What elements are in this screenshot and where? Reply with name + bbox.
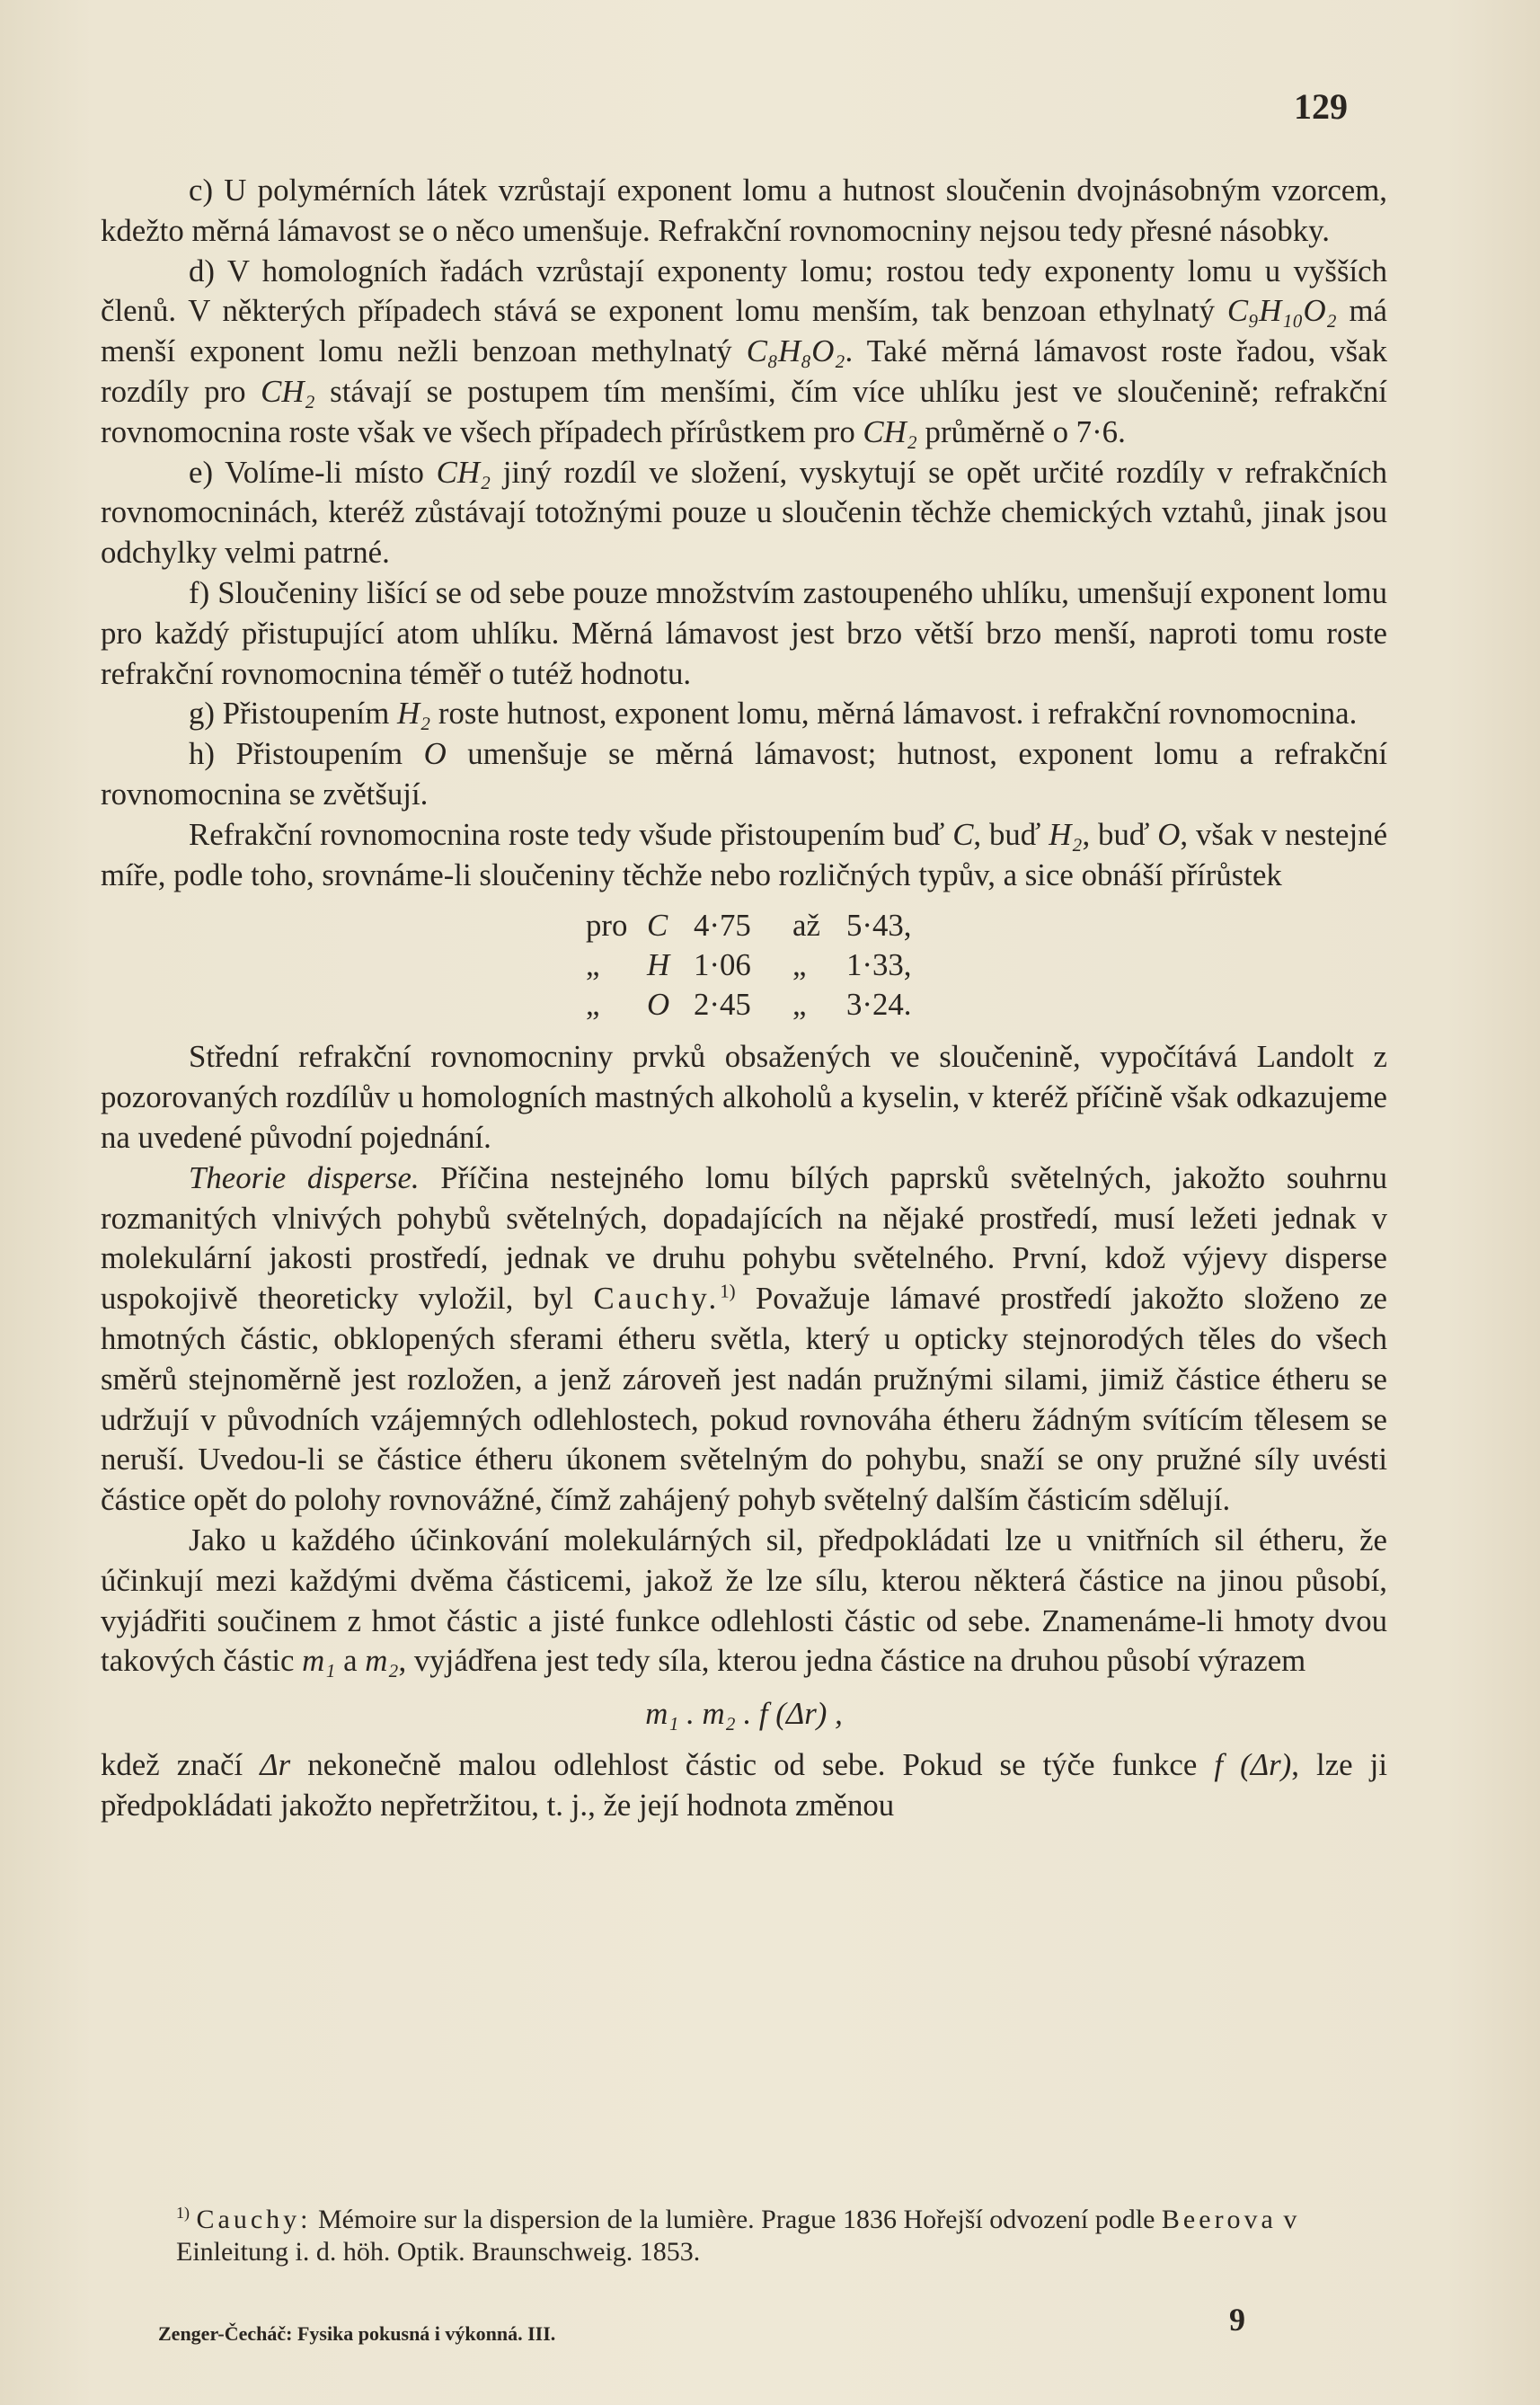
text: , vyjádřena jest tedy síla, kterou jedna částice na druhou působí výrazem — [398, 1643, 1306, 1679]
text: h) Přistoupením — [189, 736, 424, 772]
paragraph-kdez — [101, 1745, 1387, 1826]
formula: f (Δr) — [1214, 1746, 1292, 1782]
high-value: 5·43, — [846, 908, 912, 944]
footnote-ref[interactable]: 1) — [720, 1280, 736, 1302]
formula: C₉H₁₀O₂ — [1226, 293, 1337, 329]
text: Střední refrakční rovnomocniny prvků obsažených ve sloučenině, vypočítává Landolt z pozorovaných rozdílův u homologních mastných alkoholů a kyselin, v kteréž příčině však odkazujeme na uvedené původní pojednání. — [101, 1039, 1387, 1155]
high-value: 1·33, — [846, 947, 912, 983]
text: f) Sloučeniny lišící se od sebe pouze množstvím zastoupeného uhlíku, umenšují exponent lomu pro každý přistupující atom uhlíku. Měrná lámavost jest brzo větší brzo menší, naproti tomu roste refrakční rovnomocnina téměř o tutéž hodnotu. — [101, 574, 1387, 691]
prefix: „ — [586, 947, 600, 983]
paragraph-g — [101, 694, 1387, 734]
text: , buď — [1082, 816, 1158, 852]
text: a — [335, 1643, 366, 1679]
text: umenšuje se měrná lámavost; hutnost, exponent lomu a refrakční rovnomocnina se zvětšují. — [101, 736, 1387, 812]
text: stávají se postupem tím menšími, čím více uhlíku jest ve sloučenině; refrakční rovnomocnina roste však ve všech případech přírůstkem pro — [101, 373, 1387, 449]
text: , lze ji předpokládati jakožto nepřetržitou, t. j., že její hodnota změnou — [101, 1746, 1388, 1823]
formula: C — [952, 816, 974, 852]
text: e) Volíme-li místo — [189, 454, 437, 490]
text: g) Přistoupením — [189, 696, 397, 732]
prefix: „ — [586, 987, 600, 1023]
element: H — [647, 947, 670, 983]
paragraph-d — [101, 252, 1387, 453]
element: C — [647, 908, 668, 944]
paragraph-jako — [101, 1521, 1387, 1682]
text: roste hutnost, exponent lomu, měrná lámavost. i refrakční rovnomocnina. — [430, 696, 1358, 732]
increment-row — [586, 906, 1387, 945]
paragraph-f — [101, 573, 1387, 694]
high-value: 3·24. — [846, 987, 912, 1023]
body-text — [101, 171, 1387, 1825]
footnote-mark: 1) — [176, 2204, 190, 2222]
text: má menší exponent lomu nežli benzoan methylnatý — [101, 293, 1387, 369]
footnote-text: Mémoire sur la dispersion de la lumière. Prague 1836 Hořejší odvození podle — [311, 2205, 1162, 2234]
author-name: Cauchy. — [593, 1281, 721, 1317]
paragraph-c — [101, 171, 1387, 252]
text: Refrakční rovnomocnina roste tedy všude přistoupením buď — [189, 816, 953, 852]
formula: CH₂ — [261, 373, 315, 409]
low-value: 1·06 — [694, 947, 751, 983]
low-value: 2·45 — [694, 987, 751, 1023]
text: Jako u každého účinkování molekulárných sil, předpokládati lze u vnitřních sil étheru, že účinkují mezi každými dvěma částicemi, jakož že lze sílu, kterou některá částice na jinou působí, vyjádřiti součinem z hmot částic a jisté funkce odlehlosti částic od sebe. Znamenáme-li hmoty dvou takových částic — [101, 1522, 1387, 1679]
text: , buď — [973, 816, 1049, 852]
page-number: 129 — [1294, 86, 1348, 127]
text: Považuje lámavé prostředí jakožto složeno ze hmotných částic, obklopených sferami étheru světla, který u opticky stejnorodých těles do všech směrů stejnoměrně jest rozložen, a jenž zároveň jest nadán pružnými silami, jimiž částice étheru se udržují v původních vzájemných odlehlostech, pokud rovnováha étheru žádným svítícím tělesem se neruší. Uvedou-li se částice étheru úkonem světelným do pohybu, snaží se ony pružné síly uvésti částice opět do polohy rovnovážné, čímž zahájený pohyb světelný dalším částicím sdělují. — [101, 1281, 1387, 1518]
text: průměrně o 7·6. — [916, 413, 1126, 449]
text: d) V homologních řadách vzrůstají exponenty lomu; rostou tedy exponenty lomu u vyšších členů. V některých případech stává se exponent lomu menším, tak benzoan ethylnatý — [101, 253, 1387, 329]
section-title: Theorie disperse. — [189, 1159, 420, 1195]
text: jiný rozdíl ve složení, vyskytují se opět určité rozdíly v refrakčních rovnomocninách, kteréž zůstávají totožnými pouze u sloučenin těchže chemických vztahů, jinak jsou odchylky velmi patrné. — [101, 454, 1388, 571]
footnote-text: v Einleitung i. d. höh. Optik. Braunschweig. 1853. — [176, 2205, 1297, 2267]
formula: O — [1157, 816, 1181, 852]
book-title-footer: Zenger-Čecháč: Fysika pokusná i výkonná. III. — [158, 2322, 556, 2345]
paragraph-refrakcni — [101, 815, 1387, 896]
formula: C₈H₈O₂ — [746, 333, 845, 369]
footnote-author: Beerova — [1161, 2205, 1277, 2234]
text: nekonečně malou odlehlost částic od sebe. Pokud se týče funkce — [290, 1746, 1215, 1782]
text: . Také měrná lámavost roste řadou, však rozdíly pro — [101, 333, 1387, 409]
low-value: 4·75 — [694, 908, 751, 944]
paragraph-stredni — [101, 1037, 1387, 1158]
formula: H₂ — [396, 696, 431, 732]
formula: H₂ — [1049, 816, 1083, 852]
formula: CH₂ — [863, 413, 917, 449]
footnote-author: Cauchy: — [196, 2205, 312, 2234]
increment-table — [586, 906, 1387, 1025]
paragraph-theorie — [101, 1158, 1387, 1521]
text: c) U polymérních látek vzrůstají exponent lomu a hutnost sloučenin dvojnásobným vzorcem, kdežto měrná lámavost se o něco umenšuje. Refrakční rovnomocniny nejsou tedy přesné násobky. — [101, 173, 1387, 248]
footnote — [176, 2204, 1398, 2268]
formula: m₁ — [302, 1643, 336, 1679]
text: kdež značí — [101, 1746, 261, 1782]
equation: m₁ . m₂ . f (Δr) , — [645, 1696, 843, 1732]
connector: „ — [792, 947, 807, 983]
connector: „ — [792, 987, 807, 1023]
element: O — [647, 987, 670, 1023]
signature-mark: 9 — [1229, 2302, 1245, 2338]
paragraph-e — [101, 453, 1387, 573]
prefix: pro — [586, 908, 628, 944]
text: , však v nestejné míře, podle toho, srovnáme-li sloučeniny těchže nebo rozličných typův, a sice obnáší přírůstek — [101, 816, 1388, 892]
increment-row — [586, 985, 1387, 1025]
formula: O — [423, 736, 447, 772]
paragraph-h — [101, 734, 1387, 815]
formula: CH₂ — [436, 454, 491, 490]
increment-row — [586, 945, 1387, 985]
text: Příčina nestejného lomu bílých paprsků světelných, jakožto souhrnu rozmanitých vlnivých pohybů světelných, dopadajících na nějaké prostředí, musí ležeti jednak v molekulární jakosti prostředí, jednak ve druhu pohybu světelného. První, kdož výjevy disperse uspokojivě theoreticky vyložil, byl — [101, 1159, 1387, 1317]
formula: Δr — [260, 1746, 291, 1782]
formula: m₂ — [365, 1643, 399, 1679]
connector: až — [792, 908, 820, 944]
